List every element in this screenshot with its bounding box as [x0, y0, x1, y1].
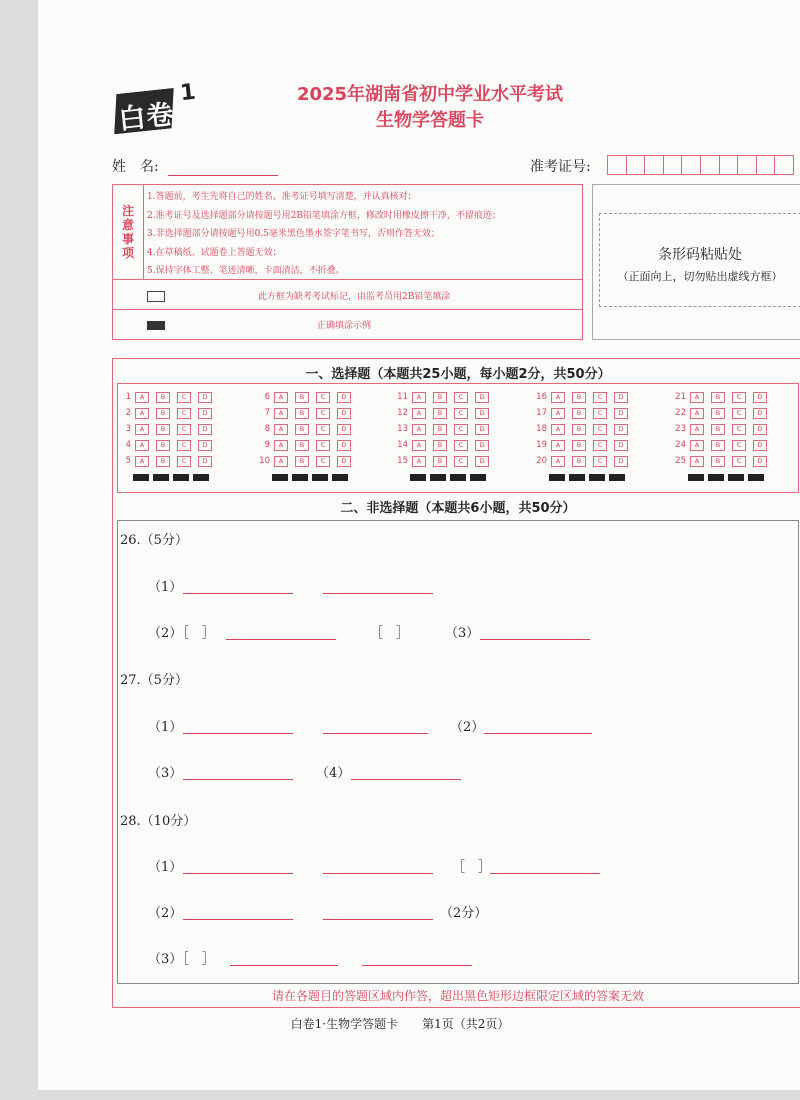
- mc-question-row: [256, 453, 358, 469]
- mc-question-number: 6: [264, 392, 270, 402]
- rule-3: 3.非选择题部分请按题号用0.5毫米黑色墨水签字笔书写，否则作答无效；: [147, 229, 440, 240]
- mc-option-b[interactable]: B: [711, 408, 725, 419]
- timing-marks: [410, 474, 490, 481]
- timing-mark: [609, 474, 625, 481]
- name-field[interactable]: [168, 175, 278, 176]
- q28-2-blank-b[interactable]: [323, 919, 433, 920]
- timing-mark: [153, 474, 169, 481]
- badge-text: 白卷: [117, 99, 177, 136]
- mc-option-a[interactable]: A: [274, 408, 288, 419]
- mc-question-number: 22: [675, 408, 686, 418]
- mc-question-number: 16: [536, 392, 547, 402]
- mc-option-b[interactable]: B: [572, 408, 586, 419]
- mc-option-b[interactable]: B: [295, 440, 309, 451]
- mc-option-d[interactable]: D: [753, 440, 767, 451]
- fill-example-mark: [147, 321, 165, 330]
- mc-option-a[interactable]: A: [274, 440, 288, 451]
- mc-option-c[interactable]: C: [732, 408, 746, 419]
- timing-mark: [193, 474, 209, 481]
- q28-part3-label[interactable]: （3）［ ］: [148, 952, 215, 967]
- q28-header: 28.（10分）: [120, 814, 197, 829]
- mc-question-row: [394, 405, 496, 421]
- exam-title: 2025年湖南省初中学业水平考试: [296, 84, 564, 105]
- mc-option-a[interactable]: A: [551, 424, 565, 435]
- mc-question-row: [117, 405, 219, 421]
- mc-option-d[interactable]: D: [198, 392, 212, 403]
- mc-question-number: 5: [125, 456, 131, 466]
- mc-question-row: [256, 421, 358, 437]
- notice-box: [112, 184, 583, 340]
- mc-option-a[interactable]: A: [412, 456, 426, 467]
- mc-option-c[interactable]: C: [593, 440, 607, 451]
- mc-group-4: [533, 389, 635, 469]
- mc-question-number: 21: [675, 392, 686, 402]
- timing-mark: [470, 474, 486, 481]
- mc-option-d[interactable]: D: [614, 392, 628, 403]
- mc-question-number: 4: [125, 440, 131, 450]
- mc-question-number: 3: [125, 424, 131, 434]
- mc-question-number: 23: [675, 424, 686, 434]
- section1-title: 一、选择题（本题共25小题，每小题2分，共50分）: [305, 367, 611, 382]
- mc-question-row: [533, 389, 635, 405]
- q27-part4-label: （4）: [316, 766, 351, 781]
- mc-option-a[interactable]: A: [690, 424, 704, 435]
- id-number-boxes[interactable]: [607, 155, 793, 175]
- mc-option-a[interactable]: A: [135, 440, 149, 451]
- mc-option-a[interactable]: A: [551, 440, 565, 451]
- mc-question-number: 18: [536, 424, 547, 434]
- timing-marks: [688, 474, 768, 481]
- mc-option-b[interactable]: B: [433, 392, 447, 403]
- mc-question-row: [533, 405, 635, 421]
- mc-option-c[interactable]: C: [593, 424, 607, 435]
- mc-option-c[interactable]: C: [177, 424, 191, 435]
- mc-option-a[interactable]: A: [412, 424, 426, 435]
- mc-option-d[interactable]: D: [337, 424, 351, 435]
- absent-mark-text: 此方框为缺考考试标记，由监考员用2B铅笔填涂: [258, 292, 451, 302]
- mc-option-d[interactable]: D: [475, 408, 489, 419]
- mc-question-number: 13: [397, 424, 408, 434]
- mc-option-d[interactable]: D: [198, 440, 212, 451]
- timing-mark: [292, 474, 308, 481]
- mc-group-1: [117, 389, 219, 469]
- mc-option-a[interactable]: A: [690, 456, 704, 467]
- timing-mark: [549, 474, 565, 481]
- mc-option-a[interactable]: A: [412, 408, 426, 419]
- mc-question-number: 7: [264, 408, 270, 418]
- mc-question-row: [117, 453, 219, 469]
- q27-part2-label: （2）: [450, 720, 485, 735]
- mc-option-a[interactable]: A: [135, 424, 149, 435]
- timing-marks: [549, 474, 629, 481]
- mc-option-d[interactable]: D: [614, 424, 628, 435]
- mc-group-3: [394, 389, 496, 469]
- mc-option-d[interactable]: D: [614, 456, 628, 467]
- mc-option-c[interactable]: C: [316, 408, 330, 419]
- mc-option-d[interactable]: D: [475, 440, 489, 451]
- boundary-warning: 请在各题目的答题区域内作答，超出黑色矩形边框限定区域的答案无效: [271, 989, 644, 1003]
- q27-2-blank[interactable]: [484, 733, 592, 734]
- mc-question-number: 10: [259, 456, 270, 466]
- mc-option-b[interactable]: B: [572, 424, 586, 435]
- mc-question-number: 12: [397, 408, 408, 418]
- mc-option-a[interactable]: A: [551, 408, 565, 419]
- q27-1-blank-b[interactable]: [323, 733, 428, 734]
- mc-question-number: 8: [264, 424, 270, 434]
- mc-option-c[interactable]: C: [316, 456, 330, 467]
- mc-question-number: 9: [264, 440, 270, 450]
- mc-question-number: 19: [536, 440, 547, 450]
- q28-part1-bracket[interactable]: ［ ］: [452, 860, 492, 875]
- mc-option-d[interactable]: D: [475, 392, 489, 403]
- exam-subtitle: 生物学答题卡: [376, 110, 484, 131]
- notice-side: [113, 185, 144, 279]
- mc-question-number: 2: [125, 408, 131, 418]
- barcode-area: [592, 184, 800, 340]
- mc-option-d[interactable]: D: [614, 440, 628, 451]
- mc-option-a[interactable]: A: [551, 392, 565, 403]
- mc-option-c[interactable]: C: [732, 424, 746, 435]
- q27-3-blank[interactable]: [183, 779, 293, 780]
- q26-part3-label: （3）: [445, 626, 480, 641]
- notice-side-label: 注意事项: [121, 204, 134, 260]
- mc-option-b[interactable]: B: [295, 424, 309, 435]
- mc-option-d[interactable]: D: [337, 456, 351, 467]
- mc-option-d[interactable]: D: [337, 408, 351, 419]
- q28-3-blank-a[interactable]: [230, 965, 338, 966]
- mc-option-b[interactable]: B: [572, 392, 586, 403]
- mc-question-row: [672, 437, 774, 453]
- q28-3-blank-b[interactable]: [362, 965, 472, 966]
- mc-question-number: 15: [397, 456, 408, 466]
- timing-mark: [173, 474, 189, 481]
- mc-option-c[interactable]: C: [593, 408, 607, 419]
- timing-mark: [450, 474, 466, 481]
- mc-option-c[interactable]: C: [454, 408, 468, 419]
- mc-option-a[interactable]: A: [412, 392, 426, 403]
- q26-header: 26.（5分）: [120, 533, 188, 548]
- mc-question-row: [394, 437, 496, 453]
- q28-part2-label: （2）: [148, 906, 183, 921]
- timing-marks: [133, 474, 213, 481]
- mc-option-b[interactable]: B: [156, 408, 170, 419]
- mc-option-d[interactable]: D: [337, 392, 351, 403]
- mc-question-row: [256, 405, 358, 421]
- name-label: 姓 名:: [112, 159, 159, 175]
- mc-option-b[interactable]: B: [711, 440, 725, 451]
- mc-option-c[interactable]: C: [454, 456, 468, 467]
- mc-option-d[interactable]: D: [337, 440, 351, 451]
- mc-option-c[interactable]: C: [454, 440, 468, 451]
- mc-option-b[interactable]: B: [156, 392, 170, 403]
- timing-mark: [589, 474, 605, 481]
- mc-question-row: [394, 453, 496, 469]
- barcode-hint: （正面向上，切勿贴出虚线方框）: [617, 270, 783, 283]
- mc-option-d[interactable]: D: [475, 456, 489, 467]
- q28-1-blank-a[interactable]: [183, 873, 293, 874]
- badge-number: 1: [179, 79, 197, 107]
- mc-question-row: [117, 421, 219, 437]
- mc-option-c[interactable]: C: [732, 440, 746, 451]
- mc-option-b[interactable]: B: [572, 440, 586, 451]
- mc-question-row: [533, 437, 635, 453]
- mc-option-b[interactable]: B: [711, 424, 725, 435]
- q28-1-blank-b[interactable]: [323, 873, 433, 874]
- timing-mark: [332, 474, 348, 481]
- mc-option-c[interactable]: C: [316, 440, 330, 451]
- mc-option-b[interactable]: B: [295, 392, 309, 403]
- mc-option-d[interactable]: D: [614, 408, 628, 419]
- mc-option-b[interactable]: B: [711, 456, 725, 467]
- mc-option-b[interactable]: B: [156, 424, 170, 435]
- mc-question-number: 20: [536, 456, 547, 466]
- mc-option-b[interactable]: B: [156, 440, 170, 451]
- mc-option-b[interactable]: B: [295, 456, 309, 467]
- mc-option-c[interactable]: C: [316, 424, 330, 435]
- mc-question-row: [672, 405, 774, 421]
- notice-rules: [147, 188, 501, 281]
- q27-part1-label: （1）: [148, 720, 183, 735]
- timing-mark: [688, 474, 704, 481]
- timing-mark: [133, 474, 149, 481]
- q26-part2-label: （2）［ ］: [148, 626, 215, 641]
- mc-option-b[interactable]: B: [433, 408, 447, 419]
- mc-group-5: [672, 389, 774, 469]
- rule-5: 5.保持字体工整、笔迹清晰，卡面清洁，不折叠。: [147, 266, 345, 277]
- mc-option-d[interactable]: D: [753, 392, 767, 403]
- mc-option-a[interactable]: A: [135, 408, 149, 419]
- q27-header: 27.（5分）: [120, 673, 188, 688]
- q26-part2-bracket[interactable]: ［ ］: [370, 626, 410, 641]
- barcode-dashed-box: [599, 213, 800, 307]
- mc-option-c[interactable]: C: [732, 392, 746, 403]
- mc-option-d[interactable]: D: [753, 408, 767, 419]
- mc-option-a[interactable]: A: [690, 392, 704, 403]
- mc-option-d[interactable]: D: [198, 424, 212, 435]
- mc-option-b[interactable]: B: [433, 424, 447, 435]
- mc-option-a[interactable]: A: [551, 456, 565, 467]
- rule-1: 1.答题前，考生先将自己的姓名、准考证号填写清楚，并认真核对；: [147, 192, 417, 202]
- q27-1-blank-a[interactable]: [183, 733, 293, 734]
- paper-badge: [110, 79, 200, 137]
- mc-option-d[interactable]: D: [198, 456, 212, 467]
- mc-option-c[interactable]: C: [177, 456, 191, 467]
- mc-option-b[interactable]: B: [711, 392, 725, 403]
- barcode-title: 条形码粘贴处: [658, 247, 742, 263]
- mc-option-b[interactable]: B: [433, 440, 447, 451]
- timing-mark: [410, 474, 426, 481]
- mc-option-a[interactable]: A: [274, 456, 288, 467]
- q28-part2-note: （2分）: [440, 906, 488, 921]
- mc-question-number: 24: [675, 440, 686, 450]
- mc-option-c[interactable]: C: [177, 440, 191, 451]
- mc-question-number: 17: [536, 408, 547, 418]
- q26-1-blank-b[interactable]: [323, 593, 433, 594]
- mc-question-row: [256, 437, 358, 453]
- mc-question-row: [672, 421, 774, 437]
- q26-3-blank[interactable]: [480, 639, 590, 640]
- mc-group-2: [256, 389, 358, 469]
- q28-1-blank-c[interactable]: [490, 873, 600, 874]
- mc-question-number: 1: [125, 392, 131, 402]
- mc-option-d[interactable]: D: [475, 424, 489, 435]
- mc-option-b[interactable]: B: [156, 456, 170, 467]
- mc-question-row: [117, 389, 219, 405]
- fill-example-text: 正确填涂示例: [317, 321, 372, 331]
- q26-2-blank-a[interactable]: [226, 639, 336, 640]
- mc-question-row: [533, 421, 635, 437]
- timing-mark: [569, 474, 585, 481]
- mc-option-a[interactable]: A: [274, 392, 288, 403]
- mc-question-number: 14: [397, 440, 408, 450]
- mc-option-c[interactable]: C: [454, 392, 468, 403]
- mc-option-b[interactable]: B: [295, 408, 309, 419]
- q27-part3-label: （3）: [148, 766, 183, 781]
- q28-2-blank-a[interactable]: [183, 919, 293, 920]
- id-label: 准考证号:: [530, 159, 591, 175]
- timing-mark: [728, 474, 744, 481]
- mc-option-c[interactable]: C: [177, 408, 191, 419]
- mc-question-row: [394, 421, 496, 437]
- mc-option-a[interactable]: A: [412, 440, 426, 451]
- mc-option-c[interactable]: C: [316, 392, 330, 403]
- mc-question-row: [394, 389, 496, 405]
- mc-option-a[interactable]: A: [135, 392, 149, 403]
- rule-2: 2.准考证号及选择题部分请按题号用2B铅笔填涂方框，修改时用橡皮擦干净，不留痕迹；: [147, 210, 501, 221]
- mc-option-c[interactable]: C: [454, 424, 468, 435]
- page-footer: 白卷1·生物学答题卡 第1页（共2页）: [290, 1017, 510, 1031]
- mc-question-number: 25: [675, 456, 686, 466]
- mc-option-d[interactable]: D: [198, 408, 212, 419]
- timing-mark: [748, 474, 764, 481]
- mc-option-d[interactable]: D: [753, 456, 767, 467]
- timing-marks: [272, 474, 352, 481]
- q28-part1-label: （1）: [148, 860, 183, 875]
- q27-4-blank[interactable]: [351, 779, 461, 780]
- q26-1-blank-a[interactable]: [183, 593, 293, 594]
- section2-title: 二、非选择题（本题共6小题，共50分）: [340, 501, 576, 516]
- mc-option-a[interactable]: A: [690, 408, 704, 419]
- mc-question-row: [117, 437, 219, 453]
- mc-option-a[interactable]: A: [690, 440, 704, 451]
- mc-question-row: [533, 453, 635, 469]
- mc-question-row: [672, 453, 774, 469]
- timing-mark: [312, 474, 328, 481]
- mc-option-a[interactable]: A: [135, 456, 149, 467]
- mc-option-c[interactable]: C: [593, 392, 607, 403]
- mc-option-b[interactable]: B: [572, 456, 586, 467]
- q26-part1-label: （1）: [148, 580, 183, 595]
- timing-mark: [708, 474, 724, 481]
- mc-option-b[interactable]: B: [433, 456, 447, 467]
- mc-question-number: 11: [397, 392, 408, 402]
- mc-question-row: [672, 389, 774, 405]
- timing-mark: [272, 474, 288, 481]
- mc-option-c[interactable]: C: [732, 456, 746, 467]
- mc-option-a[interactable]: A: [274, 424, 288, 435]
- mc-option-c[interactable]: C: [177, 392, 191, 403]
- mc-option-c[interactable]: C: [593, 456, 607, 467]
- mc-option-d[interactable]: D: [753, 424, 767, 435]
- absent-mark-box[interactable]: [147, 291, 165, 302]
- rule-4: 4.在草稿纸、试题卷上答题无效；: [147, 247, 282, 258]
- timing-mark: [430, 474, 446, 481]
- mc-question-row: [256, 389, 358, 405]
